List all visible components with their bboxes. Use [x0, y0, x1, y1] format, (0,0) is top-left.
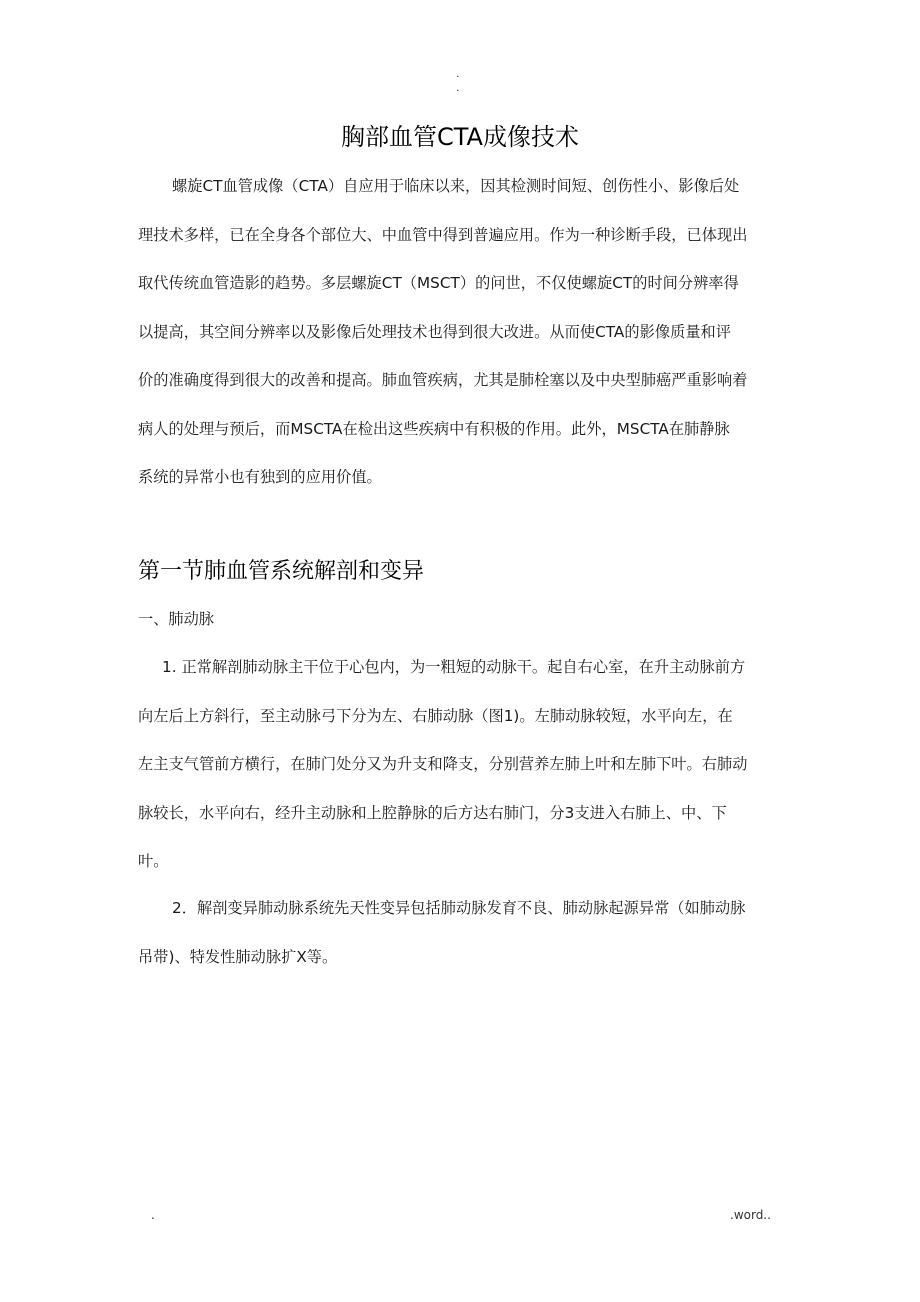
document-title: 胸部血管CTA成像技术 [341, 123, 579, 151]
intro-line: 价的准确度得到很大的改善和提高。肺血管疾病，尤其是肺栓塞以及中央型肺癌严重影响着 [138, 371, 748, 389]
intro-line: 取代传统血管造影的趋势。多层螺旋CT（MSCT）的问世，不仅使螺旋CT的时间分辨率得 [138, 274, 739, 292]
header-dot-top: . [456, 67, 460, 80]
item1-paragraph [138, 655, 788, 898]
intro-line: 理技术多样，已在全身各个部位大、中血管中得到普遍应用。作为一种诊断手段，已体现出 [138, 225, 748, 244]
intro-line: 病人的处理与预后，而MSCTA在检出这些疾病中有积极的作用。此外，MSCTA在肺静脉 [138, 419, 730, 438]
item1-line: 脉较长，水平向右，经升主动脉和上腔静脉的后方达右肺门，分3支进入右肺上、中、下 [138, 803, 727, 822]
item1-line: 叶。 [138, 852, 169, 870]
item2-paragraph [138, 896, 788, 993]
item1-line: 1. 正常解剖肺动脉主干位于心包内，为一粗短的动脉干。起自右心室，在升主动脉前方 [162, 658, 746, 676]
header-dot-bottom: . [456, 81, 460, 94]
section-heading: 第一节肺血管系统解剖和变异 [138, 559, 425, 584]
subheading: 一、肺动脉 [138, 610, 214, 628]
intro-paragraph [138, 174, 788, 514]
intro-line: 螺旋CT血管成像（CTA）自应用于临床以来，因其检测时间短、创伤性小、影像后处 [172, 177, 740, 195]
footer-left-mark: . [151, 1208, 155, 1222]
item2-line: 吊带)、特发性肺动脉扩X等。 [138, 947, 338, 966]
intro-line: 以提高，其空间分辨率以及影像后处理技术也得到很大改进。从而使CTA的影像质量和评 [138, 322, 732, 341]
intro-line: 系统的异常小也有独到的应用价值。 [138, 468, 382, 486]
footer-right-mark: .word.. [730, 1208, 771, 1222]
item1-line: 向左后上方斜行，至主动脉弓下分为左、右肺动脉（图1)。左肺动脉较短，水平向左，在 [138, 706, 733, 725]
item1-line: 左主支气管前方横行，在肺门处分又为升支和降支，分别营养左肺上叶和左肺下叶。右肺动 [138, 755, 748, 773]
item2-line: 2．解剖变异肺动脉系统先天性变异包括肺动脉发育不良、肺动脉起源异常（如肺动脉 [172, 899, 746, 917]
